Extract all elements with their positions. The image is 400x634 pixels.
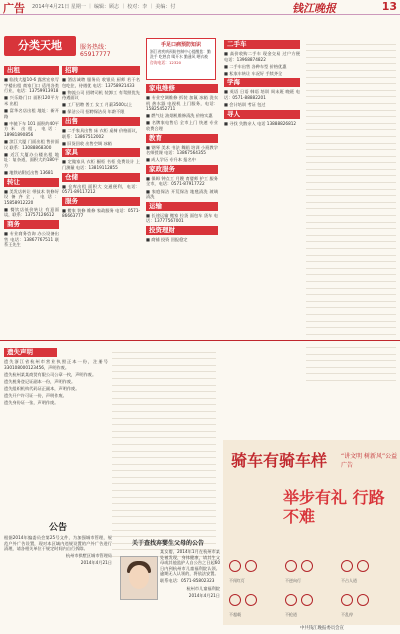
classifieds-title: 分类天地 bbox=[4, 36, 76, 56]
mid-column bbox=[62, 64, 140, 334]
infant-notice-contact: 联系电话：0571-85802323 bbox=[160, 578, 215, 584]
ad-text: ■ 滨江大厦 门面出租 售价面议 联系：13088868300 bbox=[4, 138, 59, 150]
ad-text: ■ 近江大厦办公楼出租 地址：复杂道，面积大约180平方 bbox=[4, 151, 59, 168]
ad-text: ■ 商铺 投资 回报稳定 bbox=[146, 236, 188, 242]
bicycle-icon bbox=[341, 586, 371, 608]
ad-text: ■ 二手车出售 各种车型 价格优惠 bbox=[224, 63, 287, 69]
issue-date: 2014年4月21日 星期一 ｜ 编辑：顾志 ｜ 校对：李 ｜ 美编：付 bbox=[32, 4, 176, 10]
infant-notice-org: 杭州市儿童福利院 bbox=[186, 585, 220, 591]
section-divider bbox=[0, 340, 400, 341]
right-column bbox=[146, 82, 218, 334]
heading-rent: 出租 bbox=[4, 66, 59, 75]
page-number: 13 bbox=[381, 0, 397, 13]
notice-listing bbox=[112, 346, 216, 526]
heading-lost-notice: 遗失声明 bbox=[4, 348, 57, 357]
ad-text: ■ 长途运输 搬家 拉货 面包车 货车 电话：13777567001 bbox=[146, 212, 218, 224]
heading-storage: 仓储 bbox=[62, 173, 140, 182]
psa-caption: 不超载 bbox=[229, 612, 241, 617]
ad-text: ■ 搬家 装修 维修 家政服务 电话：0571-86663777 bbox=[62, 207, 140, 219]
bicycle-icon bbox=[285, 586, 315, 608]
ad-text: ■ 家庭保洁 开荒保洁 地毯清洗 玻璃清洗 bbox=[146, 188, 218, 200]
infant-notice-date: 2014年4月21日 bbox=[188, 592, 220, 598]
health-title: 手足口病预防知识 bbox=[160, 42, 201, 48]
ad-text: ■ 钢琴 美术 书法 舞蹈 培训 小班教学 名师授课 电话：13867564355 bbox=[146, 144, 218, 156]
health-notice-box bbox=[146, 38, 216, 80]
notice-item: 遗失税务登记证副本一份，声明作废。 bbox=[4, 378, 76, 384]
ad-text: ■ 富华名店出租 地址：新开路 bbox=[4, 107, 59, 119]
ad-text: ■ 临钱大厦10-6 露营宏泉写字楼出租 商家门口 适用各类行业，电话：13759913918 bbox=[4, 77, 59, 94]
heading-used-car: 二手车 bbox=[224, 40, 300, 49]
ad-text: ■ 中驰下车 101 面积约40平方米 出租，电话：18981890856 bbox=[4, 120, 59, 137]
ad-text: ■ 会计培训 考证 包过 bbox=[224, 102, 266, 108]
ad-text: ■ 寻找 失散亲人 电话 13888826812 bbox=[224, 120, 297, 126]
ad-text: ■ 地铁站附近出售 13681 bbox=[4, 169, 54, 175]
ad-text: ■ 仓库出租 面积大 交通便利，电话：0571-89117212 bbox=[62, 183, 140, 195]
ad-text: ■ 餐饮店低价转让 有意面谈，联系：13757126612 bbox=[4, 206, 59, 218]
dense-listing bbox=[306, 38, 396, 334]
public-notice-title: 公告 bbox=[48, 523, 67, 533]
ad-text: ■ 专业空调维修 拆装 加氟 冰箱 洗衣机 热水器 电视机 上门服务，电话：15825452711 bbox=[146, 95, 218, 112]
ad-text: ■ 成人学历 专升本 报名中 bbox=[146, 157, 196, 163]
notice-item: 遗失开户许可证一份，声明作废。 bbox=[4, 392, 67, 398]
left-column bbox=[4, 64, 59, 334]
heading-business: 商务 bbox=[4, 220, 59, 229]
psa-caption: 不逆向行 bbox=[285, 578, 301, 583]
heading-transport: 运输 bbox=[146, 202, 218, 211]
bicycle-icon bbox=[229, 552, 259, 574]
psa-title: 骑车有骑车样 bbox=[231, 451, 328, 470]
psa-caption: 不占人道 bbox=[341, 578, 357, 583]
ad-text: ■ 保姆 钟点工 月嫂 育婴师 护工 服务全市，电话：0571-87917722 bbox=[146, 175, 218, 187]
heading-service: 服务 bbox=[62, 197, 140, 206]
heading-education: 教育 bbox=[146, 134, 218, 143]
ad-text: ■ 兴乐路门口 面积120平方米 出租 bbox=[4, 95, 59, 106]
classifieds-banner bbox=[4, 36, 134, 58]
ad-text: ■ 高价收购二手车 现金交易 过户方便 电话：13968874822 bbox=[224, 51, 300, 62]
ad-text: ■ 美发店转让 带技术 装修好 设备齐全，电话：15858912220 bbox=[4, 188, 59, 205]
masthead: 钱江晚报 bbox=[292, 2, 336, 15]
ad-text: ■ 工厂招聘 普工 女工 月薪3500以上 bbox=[62, 102, 133, 108]
psa-caption: 不乱停 bbox=[341, 612, 353, 617]
service-phone: 服务热线：65917777 bbox=[80, 44, 111, 58]
ad-text: ■ 私家车转让 车况好 手续齐全 bbox=[224, 70, 283, 76]
psa-caption: 不闯红灯 bbox=[229, 578, 245, 583]
health-body: 浙江省疾病预防控制中心提醒您：勤洗手 吃熟食 喝开水 勤通风 晒衣被 bbox=[150, 49, 211, 59]
bicycle-icon bbox=[341, 552, 371, 574]
psa-subtitle: “讲文明 树新风”公益广告 bbox=[341, 453, 398, 469]
ad-text: ■ 燃气灶 油烟机维修清洗 价格实惠 bbox=[146, 113, 213, 119]
section-label: 广告 bbox=[3, 2, 25, 15]
notice-item: 遗失组织机构代码证正副本，声明作废。 bbox=[4, 385, 80, 391]
ad-text: ■ 物流公司 招聘司机 装卸工 有驾照优先 待遇面议 bbox=[62, 89, 140, 101]
bicycle-icon bbox=[229, 586, 259, 608]
ad-text: ■ 英语 日语 韩语 培训 周末班 晚班 电话：0571-88882201 bbox=[224, 89, 300, 100]
public-notice-date: 2014年4月21日 bbox=[80, 560, 112, 566]
psa-org: 中共钱江晚报委员会宣 bbox=[300, 626, 344, 631]
cycling-psa bbox=[223, 440, 400, 625]
heading-furniture: 家具 bbox=[62, 148, 140, 157]
heading-housekeeping: 家政服务 bbox=[146, 165, 218, 174]
notice-item: 遗失浙江省杭州市营业执照正本一份，注册号330108000123456，声明作废。 bbox=[4, 359, 108, 370]
psa-slogan: 举步有礼 行路不难 bbox=[283, 488, 385, 526]
heading-finance: 投资理财 bbox=[146, 226, 218, 235]
public-notice bbox=[4, 520, 112, 628]
bicycle-icon bbox=[285, 552, 315, 574]
infant-photo bbox=[120, 556, 158, 600]
ad-text: ■ 专业商务咨询 办公设备出售 电话：13867767511 联系王先生 bbox=[4, 230, 59, 248]
heading-hiring: 招聘 bbox=[62, 66, 140, 75]
psa-caption: 不抢道 bbox=[285, 612, 297, 617]
heading-search: 寻人 bbox=[224, 110, 300, 119]
notices-column bbox=[4, 346, 108, 496]
ad-text: ■ 名牌家电售后 全市上门 快速 专业 收费合理 bbox=[146, 120, 218, 131]
public-notice-body: 根据2014年编委员会第25号文件，为加强城市管理，规范户外广告设置，现对本区域内违规设置的户外广告进行清理，请各相关单位于规定时间内自行拆除。 bbox=[4, 535, 112, 552]
ad-text: ■ 旧货回收 出售空调 冰箱 bbox=[62, 140, 112, 146]
heading-sale: 出售 bbox=[62, 117, 140, 126]
health-note: 咨询电话：12320 bbox=[150, 60, 182, 65]
infant-notice-body: 某女婴，2014年1月在杭州市某处被发现，身体健康，请其生父母或其他监护人自公告之日起60日内到杭州市儿童福利院认领。逾期无人认领的，将依法安置。 bbox=[160, 549, 220, 577]
ad-text: ■ 保洁公司 招聘保洁员 年龄不限 bbox=[62, 109, 125, 115]
ad-text: ■ 酒店诚聘 服务员 收银员 厨师 若干名 包吃住，待遇优 电话：13758921433 bbox=[62, 77, 140, 88]
ad-text: ■ 二手家具出售 床 衣柜 桌椅 价格面议，联系：13867512002 bbox=[62, 128, 140, 139]
far-column bbox=[224, 38, 300, 334]
public-notice-sign: 杭州市拱墅区城市管理局 bbox=[65, 553, 112, 559]
infant-notice-title: 关于查找弃婴生父母的公告 bbox=[131, 540, 204, 547]
ad-text: ■ 定做家具 衣柜 橱柜 书柜 免费设计 上门测量 电话：13819112855 bbox=[62, 159, 140, 170]
heading-transfer: 转让 bbox=[4, 178, 59, 187]
heading-study: 学海 bbox=[224, 78, 300, 87]
page-header bbox=[0, 0, 400, 15]
notice-item: 遗失身份证一张，声明作废。 bbox=[4, 400, 59, 406]
notice-item: 遗失杭州某某商贸有限公司公章一枚，声明作废。 bbox=[4, 371, 97, 377]
heading-repair: 家电维修 bbox=[146, 84, 218, 93]
